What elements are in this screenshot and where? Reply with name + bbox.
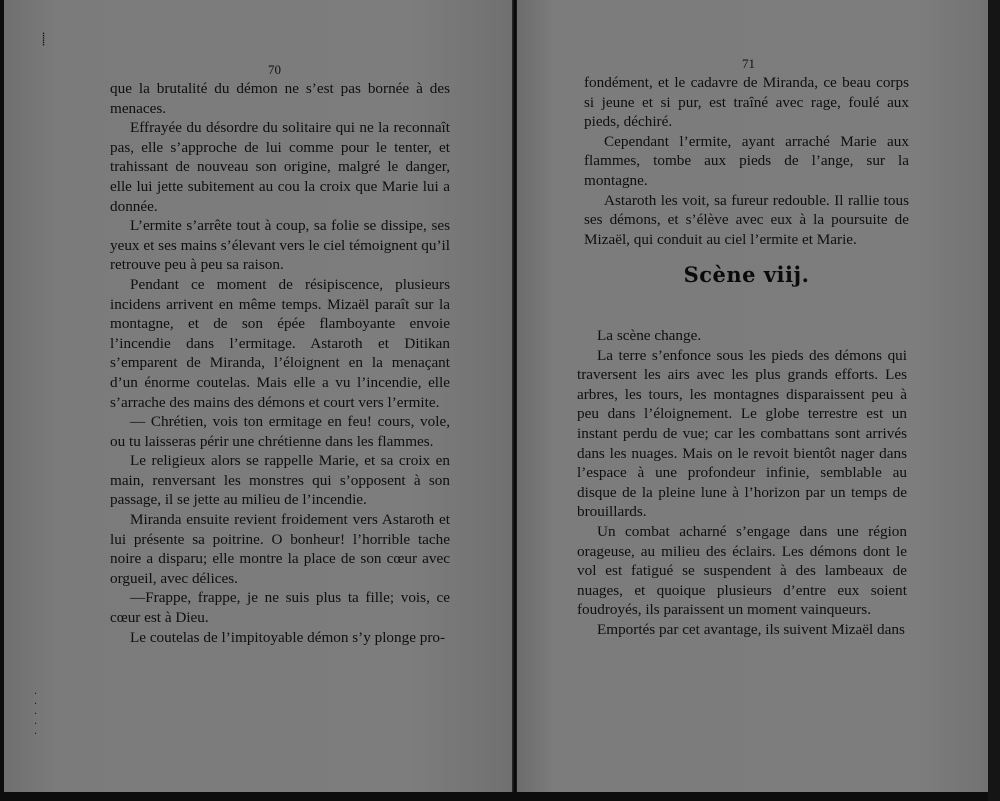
paragraph: fondément, et le cadavre de Miranda, ce beau corps si jeune et si pur, est traîné avec rage, foulé aux pieds, déchiré.	[584, 74, 909, 131]
paragraph: Le coutelas de l’impitoyable démon s’y plonge pro-	[130, 628, 446, 646]
margin-mark: · · · · ·	[34, 689, 38, 740]
paragraph: Miranda ensuite revient froidement vers Astaroth et lui présente sa poitrine. O bonheur! l’horrible tache noire a disparu; elle montre la place de son cœur avec orgueil, avec délices.	[110, 511, 450, 587]
page-number: 70	[268, 62, 281, 77]
paragraph: La scène change.	[597, 327, 702, 344]
paragraph: Effrayée du désordre du solitaire qui ne la reconnaît pas, elle s’approche de lui comme pour le tenter, et trahissant de nouveau son origine, malgré le danger, elle lui jette subitement au cou la croix que Marie lui a donnée.	[110, 119, 450, 215]
paragraph: que la brutalité du démon ne s’est pas bornée à des menaces.	[110, 80, 450, 117]
scene-title: Scène viij.	[683, 262, 810, 287]
paragraph: Un combat acharné s’engage dans une région orageuse, au milieu des éclairs. Les démons dont le vol est fatigué se suspendent à des lambeaux de nuages, et quoique plusieurs d’entre eux soient foudroyés, ils paraissent un moment vainqueurs.	[577, 522, 907, 619]
left-page-text	[110, 79, 450, 647]
paragraph: Astaroth les voit, sa fureur redouble. Il rallie tous ses démons, et s’élève avec eux à la poursuite de Mizaël, qui conduit au ciel l’ermite et Marie.	[584, 191, 909, 248]
paragraph: Cependant l’ermite, ayant arraché Marie aux flammes, tombe aux pieds de l’ange, sur la montagne.	[584, 132, 909, 189]
paragraph: La terre s’enfonce sous les pieds des démons qui traversent les airs avec les plus grands efforts. Les arbres, les tours, les montagnes disparaissent peu à peu dans l’éloignement. Le globe terrestre est un instant perdu de vue; car les combattans sont arrivés dans les nuages. Mais on le revoit bientôt nager dans l’espace à une profondeur infinie, semblable au disque de la pleine lune à l’horizon par un temps de brouillards.	[577, 346, 907, 521]
paragraph: Pendant ce moment de résipiscence, plusieurs incidens arrivent en même temps. Mizaël paraît sur la montagne, et de son épée flamboyante envoie l’incendie dans l’ermitage. Astaroth et Ditikan s’emparent de Miranda, l’éloignent en la menaçant d’un énorme coutelas. Mais elle a vu l’incendie, elle s’arrache des mains des démons et court vers l’ermite.	[110, 275, 450, 411]
page-edge	[988, 0, 1000, 801]
margin-mark: ⸽	[42, 32, 46, 46]
paragraph: Emportés par cet avantage, ils suivent Mizaël dans	[597, 620, 905, 638]
paragraph: Le religieux alors se rappelle Marie, et sa croix en main, renversant les monstres qui s’opposent à son passage, il se jette au milieu de l’incendie.	[110, 452, 450, 509]
paragraph: —Frappe, frappe, je ne suis plus ta fille; vois, ce cœur est à Dieu.	[110, 589, 450, 627]
page-number: 71	[742, 56, 755, 71]
scene-heading-wrap	[584, 0, 909, 300]
paragraph: — Chrétien, vois ton ermitage en feu! cours, vole, ou tu laisseras périr une chrétienne dans les flammes.	[110, 413, 450, 450]
right-page-text-bottom	[577, 326, 907, 640]
paragraph: L’ermite s’arrête tout à coup, sa folie se dissipe, ses yeux et ses mains s’élevant vers le ciel témoignent qu’il retrouve peu à peu sa raison.	[110, 217, 450, 274]
